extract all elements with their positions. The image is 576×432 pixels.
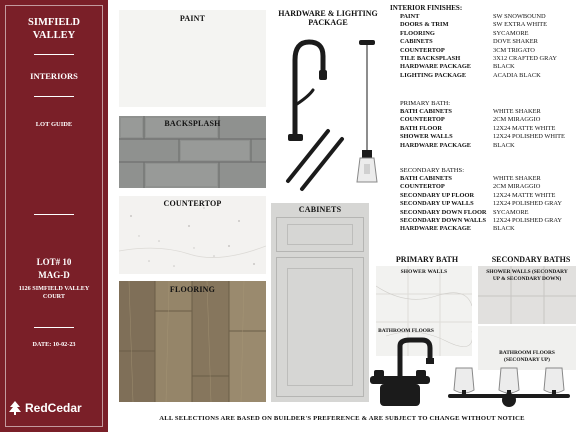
finish-name: HARDWARE PACKAGE — [400, 225, 472, 233]
pendant-light-icon — [352, 40, 382, 192]
finish-value: SW SNOWBOUND — [493, 13, 546, 20]
address: 1126 SIMFIELD VALLEY COURT — [18, 285, 90, 300]
finish-name: FLOORING — [400, 29, 435, 37]
finish-value: WHITE SHAKER — [493, 108, 541, 115]
finish-value: 12X24 MATTE WHITE — [493, 191, 556, 199]
finish-name: SECONDARY UP FLOOR — [400, 191, 475, 199]
guide-label: LOT GUIDE — [35, 121, 73, 128]
hardware-heading: HARDWARE & LIGHTING PACKAGE — [278, 9, 378, 27]
finish-value: 3X12 CRAFTED GRAY — [493, 55, 558, 62]
finish-value: BLACK — [493, 141, 515, 149]
paint-label: PAINT — [179, 14, 206, 23]
community-name: SIMFIELD VALLEY — [28, 17, 80, 41]
bath-faucet-icon — [366, 336, 434, 412]
finish-name: BATH CABINETS — [400, 108, 452, 115]
shower-walls-label: SHOWER WALLS — [400, 269, 448, 275]
secondary-shower-walls-label: SHOWER WALLS (SECONDARY UP & SECONDARY DOWN) — [486, 269, 568, 282]
date: DATE: 10-02-23 — [32, 341, 76, 348]
secondary-baths-title: SECONDARY BATHS: — [400, 167, 465, 174]
finish-value: 12X24 MATTE WHITE — [493, 124, 556, 132]
finish-value: 12X24 POLISHED GRAY — [493, 217, 563, 224]
secondary-shower-wall-swatch — [478, 266, 576, 324]
backsplash-label: BACKSPLASH — [164, 119, 221, 128]
finish-value: 12X24 POLISHED WHITE — [493, 133, 565, 141]
door-recessed-panel — [287, 268, 353, 386]
secondary-baths-heading: SECONDARY BATHS — [491, 255, 571, 264]
finish-name: BATH CABINETS — [400, 175, 452, 182]
primary-bath-heading: PRIMARY BATH — [395, 255, 459, 264]
finish-value: BLACK — [493, 63, 515, 71]
finish-name: SECONDARY DOWN WALLS — [400, 217, 487, 224]
brand-name: RedCedar — [25, 401, 82, 415]
section-title: INTERIORS — [30, 71, 78, 81]
model-name: MAG-D — [38, 270, 70, 280]
flooring-swatch — [119, 281, 266, 402]
lot-number: LOT# 10 — [36, 257, 72, 267]
cabinet-door — [276, 257, 364, 397]
finish-value: SW EXTRA WHITE — [493, 21, 548, 29]
flooring-label: FLOORING — [169, 285, 216, 294]
secondary-bathroom-floors-label: BATHROOM FLOORS (SECONDARY UP) — [499, 350, 555, 363]
finish-name: COUNTERTOP — [400, 46, 445, 54]
finish-value: 2CM MIRAGGIO — [493, 183, 541, 191]
finish-name: SHOWER WALLS — [400, 133, 453, 141]
paint-swatch — [119, 10, 266, 107]
finish-value: SYCAMORE — [493, 208, 529, 216]
finish-name: BATH FLOOR — [400, 124, 442, 132]
divider — [34, 327, 74, 328]
finish-value: 2CM MIRAGGIO — [493, 116, 541, 124]
cabinet-swatch — [271, 203, 369, 402]
finish-value: 12X24 POLISHED GRAY — [493, 200, 563, 208]
finish-name: TILE BACKSPLASH — [400, 55, 461, 62]
cabinets-label: CABINETS — [298, 205, 342, 214]
finish-name: HARDWARE PACKAGE — [400, 141, 472, 149]
finish-name: LIGHTING PACKAGE — [400, 71, 467, 79]
disclaimer-footer: ALL SELECTIONS ARE BASED ON BUILDER'S PREFERENCE & ARE SUBJECT TO CHANGE WITHOUT NOTICE — [159, 415, 525, 422]
backsplash-swatch — [119, 116, 266, 188]
finish-value: DOVE SHAKER — [493, 38, 538, 46]
finish-name: CABINETS — [400, 38, 433, 46]
countertop-swatch — [119, 196, 266, 274]
cabinet-pulls-icon — [284, 125, 348, 193]
finish-value: BLACK — [493, 225, 515, 233]
interior-finishes-title: INTERIOR FINISHES: — [390, 4, 463, 12]
finish-value: 3CM TRIGATO — [493, 46, 535, 54]
primary-bath-title: PRIMARY BATH: — [400, 100, 451, 107]
brand-logo — [7, 400, 103, 418]
finish-name: SECONDARY DOWN FLOOR — [400, 208, 487, 216]
finish-name: PAINT — [400, 13, 420, 20]
wood-plank-pattern — [119, 281, 266, 402]
finish-name: COUNTERTOP — [400, 116, 445, 124]
drawer-recessed-panel — [287, 224, 353, 245]
finish-value: SYCAMORE — [493, 29, 529, 37]
countertop-label: COUNTERTOP — [163, 199, 222, 208]
divider — [34, 54, 74, 55]
cabinet-drawer-front — [276, 217, 364, 252]
sidebar — [0, 0, 108, 432]
divider — [34, 214, 74, 215]
finish-name: DOORS & TRIM — [400, 21, 449, 29]
finish-name: HARDWARE PACKAGE — [400, 63, 472, 71]
divider — [34, 96, 74, 97]
bathroom-floors-label: BATHROOM FLOORS — [378, 328, 434, 334]
finish-value: ACADIA BLACK — [493, 71, 541, 79]
finish-value: WHITE SHAKER — [493, 175, 541, 182]
tree-icon — [7, 400, 23, 416]
finish-name: COUNTERTOP — [400, 183, 445, 191]
sidebar-frame — [5, 5, 103, 427]
vanity-light-icon — [444, 364, 574, 410]
finish-name: SECONDARY UP WALLS — [400, 200, 474, 208]
